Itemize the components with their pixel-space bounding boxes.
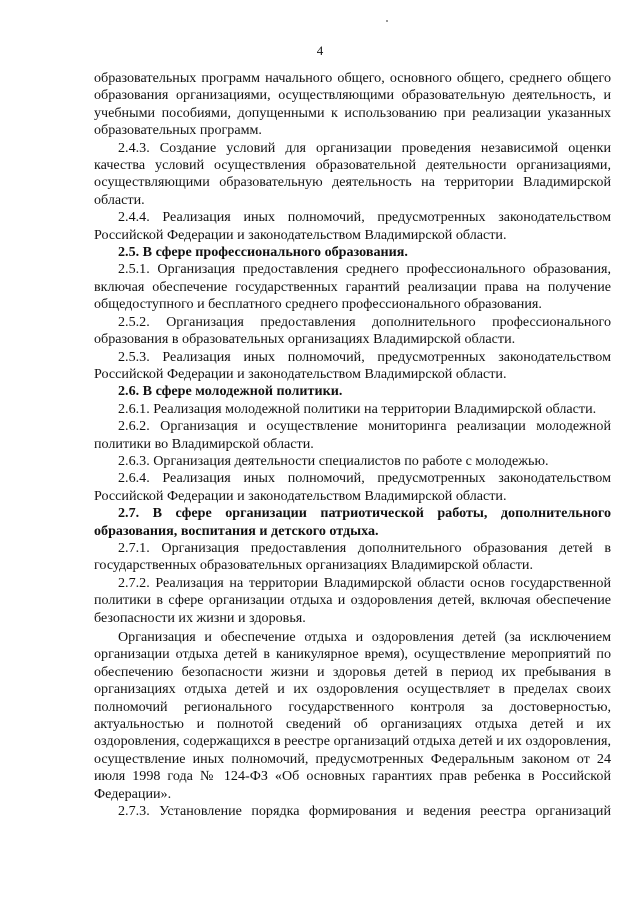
paragraph-2-5-3: 2.5.3. Реализация иных полномочий, предусмотренных законодательством Российской Федерации и законодательством Владимирской области. [94, 348, 611, 382]
paragraph-2-6-1: 2.6.1. Реализация молодежной политики на территории Владимирской области. [118, 400, 597, 417]
paragraph-2-4-3: 2.4.3. Создание условий для организации проведения независимой оценки качества условий осуществления образовательной деятельности организациями, осуществляющими образовательную деятельность на территории Владимирской области. [94, 139, 611, 208]
section-heading-2-7: 2.7. В сфере организации патриотической работы, дополнительного образования, воспитания и детского отдыха. [94, 505, 611, 539]
paragraph-2-6-4: 2.6.4. Реализация иных полномочий, предусмотренных законодательством Российской Федерации и законодательством Владимирской области. [94, 470, 611, 504]
paragraph-2-6-3: 2.6.3. Организация деятельности специалистов по работе с молодежью. [118, 452, 549, 469]
section-heading-2-5: 2.5. В сфере профессионального образования. [118, 244, 408, 261]
document-body [94, 70, 611, 820]
paragraph-2-4-4: 2.4.4. Реализация иных полномочий, предусмотренных законодательством Российской Федерации и законодательством Владимирской области. [94, 209, 611, 243]
section-heading-2-6: 2.6. В сфере молодежной политики. [118, 383, 343, 400]
page-number: 4 [316, 43, 324, 58]
scan-speck [386, 20, 388, 22]
paragraph-2-7-3: 2.7.3. Установление порядка формирования и ведения реестра организаций [118, 803, 611, 820]
paragraph-2-7-1: 2.7.1. Организация предоставления дополнительного образования детей в государственных образовательных организациях Владимирской области. [94, 539, 611, 574]
paragraph-2-6-2: 2.6.2. Организация и осуществление мониторинга реализации молодежной политики во Владимирской области. [94, 418, 611, 452]
paragraph-2-5-2: 2.5.2. Организация предоставления дополнительного профессионального образования в образовательных организациях Владимирской области. [94, 313, 611, 348]
paragraph-2-7-2: 2.7.2. Реализация на территории Владимирской области основ государственной политики в сфере организации отдыха и оздоровления детей, включая обеспечение безопасности их жизни и здоровья. [94, 574, 611, 626]
paragraph-2-5-1: 2.5.1. Организация предоставления среднего профессионального образования, включая обеспечение государственных гарантий реализации права на получение общедоступного и бесплатного среднего профессионального образования. [94, 261, 611, 313]
paragraph-children-rest: Организация и обеспечение отдыха и оздоровления детей (за исключением организации отдыха детей в каникулярное время), осуществление мероприятий по обеспечению безопасности жизни и здоровья детей в период их пребывания в организациях отдыха детей и их оздоровления осуществляет в пределах своих полномочий регионального государственного контроля за достоверностью, актуальностью и полнотой сведений об организациях отдыха детей и их оздоровления, содержащихся в реестре организаций отдыха детей и их оздоровления, осуществление иных полномочий, предусмотренных Федеральным законом от 24 июля 1998 года № 124-ФЗ «Об основных гарантиях прав ребенка в Российской Федерации». [94, 629, 611, 802]
paragraph-continuation: образовательных программ начального общего, основного общего, среднего общего образования организациями, осуществляющими образовательную деятельность, и учебными пособиями, допущенными к использованию при реализации указанных образовательных программ. [94, 70, 611, 139]
